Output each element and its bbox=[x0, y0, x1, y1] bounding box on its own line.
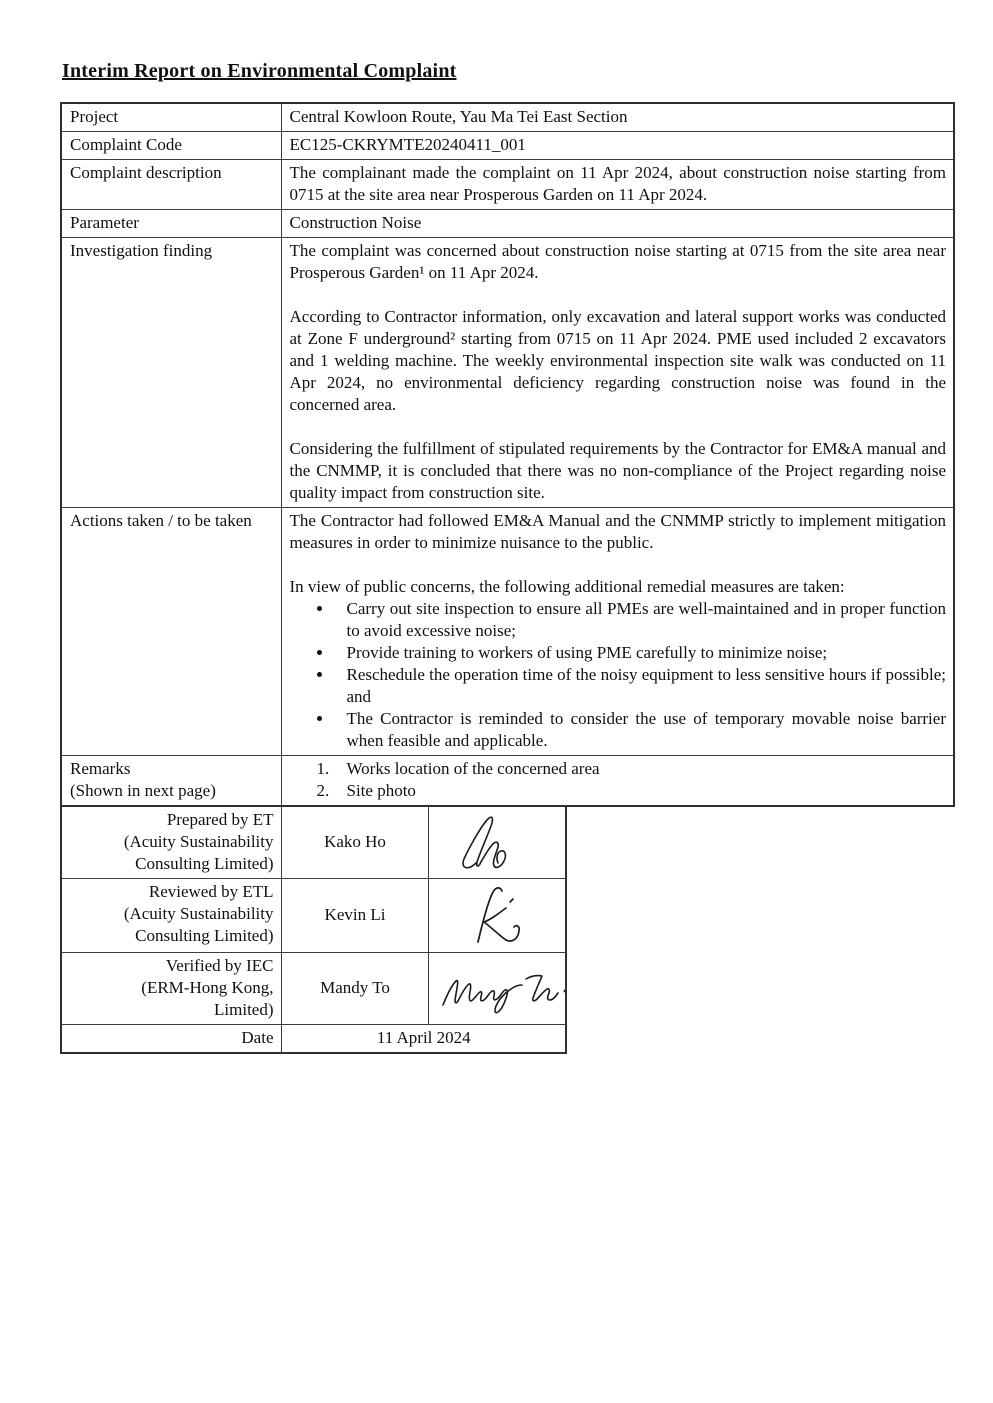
finding-paragraph-1: The complaint was concerned about construction noise starting at 0715 from the site area near Prosperous Garden¹ on 11 Apr 2024. bbox=[289, 241, 946, 282]
kevin-li-signature-image bbox=[447, 881, 547, 949]
reviewed-by-name: Kevin Li bbox=[281, 879, 428, 953]
reviewed-by-role-line-2: (Acuity Sustainability bbox=[123, 904, 274, 923]
row-date bbox=[61, 1025, 566, 1054]
kako-ho-signature-image bbox=[447, 810, 547, 874]
page-title: Interim Report on Environmental Complaint bbox=[62, 60, 457, 82]
complaint-description-label: Complaint description bbox=[61, 160, 281, 210]
remark-item: 1. Works location of the concerned area bbox=[334, 758, 947, 780]
prepared-by-signature bbox=[428, 806, 566, 879]
investigation-finding-label: Investigation finding bbox=[61, 238, 281, 508]
actions-paragraph-2: In view of public concerns, the following additional remedial measures are taken: bbox=[289, 577, 845, 596]
actions-taken-label: Actions taken / to be taken bbox=[61, 508, 281, 756]
row-parameter bbox=[61, 210, 954, 238]
verified-by-role-line-3: Limited) bbox=[214, 1000, 274, 1019]
finding-paragraph-2: According to Contractor information, only excavation and lateral support works was conducted at Zone F underground² starting from 0715 on 11 Apr 2024. PME used included 2 excavators and 1 welding machine. The weekly environmental inspection site walk was conducted on 11 Apr 2024, no environmental deficiency regarding construction noise was found in the concerned area. bbox=[289, 307, 946, 414]
verified-by-name: Mandy To bbox=[281, 953, 428, 1025]
remarks-list bbox=[290, 758, 947, 802]
row-investigation-finding bbox=[61, 238, 954, 508]
row-project bbox=[61, 103, 954, 132]
remarks-label bbox=[61, 756, 281, 807]
project-label: Project bbox=[61, 103, 281, 132]
remedial-measure-item: • Carry out site inspection to ensure all PMEs are well-maintained and in proper function to avoid excessive noise; bbox=[334, 598, 947, 642]
remark-item: 2. Site photo bbox=[334, 780, 947, 802]
remedial-measure-item: • The Contractor is reminded to consider the use of temporary movable noise barrier when feasible and applicable. bbox=[334, 708, 947, 752]
project-value: Central Kowloon Route, Yau Ma Tei East Section bbox=[281, 103, 954, 132]
prepared-by-role-line-2: (Acuity Sustainability bbox=[123, 832, 274, 851]
verified-by-role bbox=[61, 953, 281, 1025]
verified-by-role-line-1: Verified by IEC bbox=[165, 956, 274, 975]
row-actions-taken bbox=[61, 508, 954, 756]
date-label: Date bbox=[61, 1025, 281, 1054]
prepared-by-role-line-3: Consulting Limited) bbox=[135, 854, 274, 873]
date-value: 11 April 2024 bbox=[281, 1025, 566, 1054]
verified-by-signature bbox=[428, 953, 566, 1025]
complaint-description-value: The complainant made the complaint on 11 Apr 2024, about construction noise starting from 0715 at the site area near Prosperous Garden on 11 Apr 2024. bbox=[281, 160, 954, 210]
complaint-code-value: EC125-CKRYMTE20240411_001 bbox=[281, 132, 954, 160]
row-complaint-description bbox=[61, 160, 954, 210]
remedial-measure-item: • Reschedule the operation time of the noisy equipment to less sensitive hours if possible; and bbox=[334, 664, 947, 708]
row-prepared-by bbox=[61, 806, 566, 879]
row-remarks bbox=[61, 756, 954, 807]
parameter-value: Construction Noise bbox=[281, 210, 954, 238]
reviewed-by-role bbox=[61, 879, 281, 953]
complaint-report-table bbox=[60, 102, 955, 807]
signature-table bbox=[60, 805, 567, 1054]
prepared-by-role-line-1: Prepared by ET bbox=[166, 810, 274, 829]
actions-paragraph-1: The Contractor had followed EM&A Manual and the CNMMP strictly to implement mitigation measures in order to minimize nuisance to the public. bbox=[289, 511, 946, 552]
row-verified-by bbox=[61, 953, 566, 1025]
mandy-to-signature-image bbox=[437, 960, 567, 1016]
investigation-finding-value bbox=[281, 238, 954, 508]
actions-taken-value bbox=[281, 508, 954, 756]
reviewed-by-role-line-3: Consulting Limited) bbox=[135, 926, 274, 945]
reviewed-by-role-line-1: Reviewed by ETL bbox=[148, 882, 274, 901]
remarks-value bbox=[281, 756, 954, 807]
reviewed-by-signature bbox=[428, 879, 566, 953]
finding-paragraph-3: Considering the fulfillment of stipulated requirements by the Contractor for EM&A manual and the CNMMP, it is concluded that there was no non-compliance of the Project regarding noise quality impact from construction site. bbox=[289, 439, 946, 502]
row-complaint-code bbox=[61, 132, 954, 160]
prepared-by-name: Kako Ho bbox=[281, 806, 428, 879]
remarks-label-line-1: Remarks bbox=[70, 759, 131, 778]
parameter-label: Parameter bbox=[61, 210, 281, 238]
remedial-measures-list bbox=[290, 598, 947, 752]
prepared-by-role bbox=[61, 806, 281, 879]
complaint-code-label: Complaint Code bbox=[61, 132, 281, 160]
remedial-measure-item: • Provide training to workers of using PME carefully to minimize noise; bbox=[334, 642, 947, 664]
remarks-label-line-2: (Shown in next page) bbox=[70, 781, 216, 800]
verified-by-role-line-2: (ERM-Hong Kong, bbox=[141, 978, 274, 997]
row-reviewed-by bbox=[61, 879, 566, 953]
